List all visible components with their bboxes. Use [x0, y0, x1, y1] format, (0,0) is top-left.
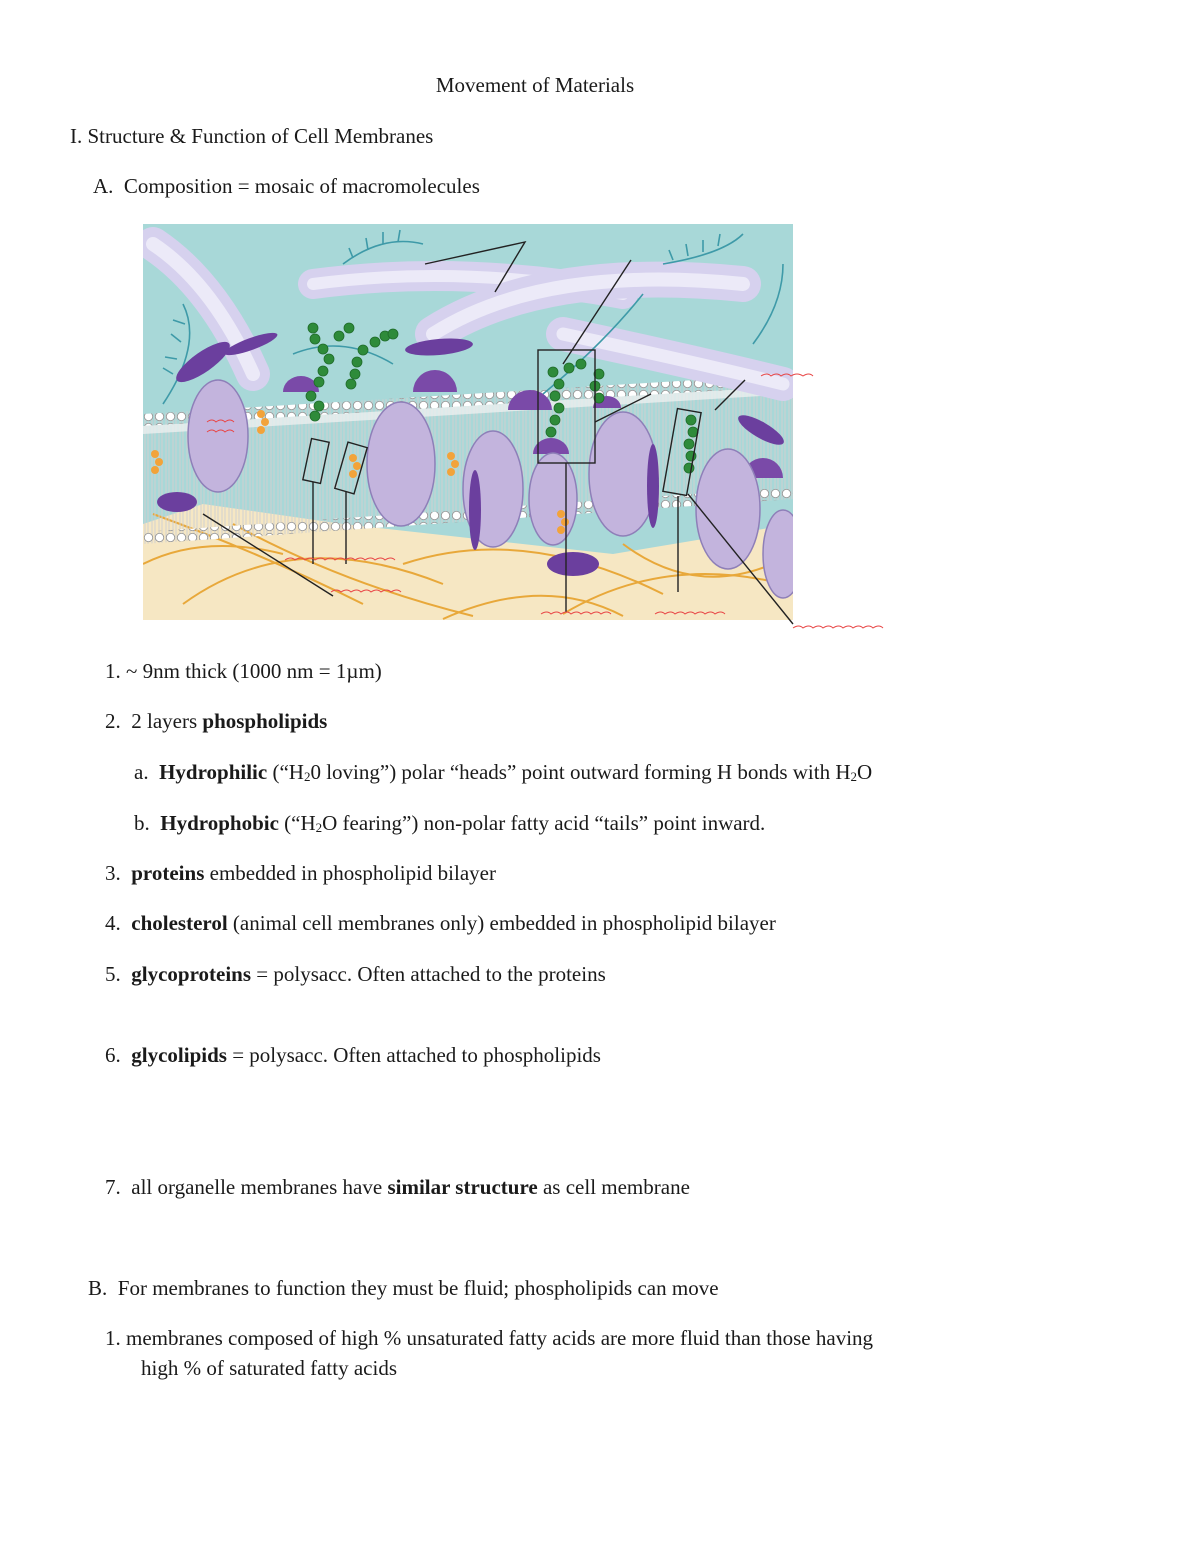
list-marker: 2. [105, 709, 121, 733]
list-text: as cell membrane [537, 1175, 690, 1199]
list-marker: a. [134, 760, 149, 784]
list-marker: 5. [105, 962, 121, 986]
list-item-B1-continued: high % of saturated fatty acids [141, 1356, 397, 1380]
list-marker: 3. [105, 861, 121, 885]
list-text: (“H [267, 760, 304, 784]
list-text: For membranes to function they must be fluid; phospholipids can move [117, 1276, 719, 1300]
list-item-6 [105, 1043, 601, 1068]
bold-term: similar structure [387, 1175, 538, 1199]
cell-membrane-diagram [143, 224, 903, 644]
list-item-7 [105, 1175, 690, 1200]
list-text: O [857, 760, 873, 784]
list-marker: A. [93, 174, 114, 198]
list-item-1 [105, 659, 382, 684]
section-heading-B [88, 1276, 719, 1301]
section-heading-A [93, 174, 480, 199]
list-text: ~ 9nm thick (1000 nm = 1µm) [126, 659, 382, 683]
list-text: (animal cell membranes only) embedded in phospholipid bilayer [227, 911, 776, 935]
bold-term: glycoproteins [131, 962, 252, 986]
bold-term: glycolipids [131, 1043, 227, 1067]
list-marker: 6. [105, 1043, 121, 1067]
list-marker: 4. [105, 911, 121, 935]
list-text: 0 loving”) polar “heads” point outward forming H bonds with H [310, 760, 851, 784]
subscript: 2 [303, 769, 311, 784]
list-text: membranes composed of high % unsaturated fatty acids are more fluid than those having [126, 1326, 874, 1350]
list-marker: 1. [105, 659, 121, 683]
bold-term: Hydrophilic [159, 760, 268, 784]
list-item-4 [105, 911, 776, 936]
list-text: = polysacc. Often attached to phospholipids [226, 1043, 601, 1067]
bold-term: cholesterol [131, 911, 228, 935]
list-item-2b [134, 811, 765, 836]
section-heading-I: I. Structure & Function of Cell Membranes [70, 124, 434, 148]
list-item-2a [134, 760, 872, 785]
membrane-illustration [143, 224, 803, 620]
page-title: Movement of Materials [435, 73, 635, 97]
bold-term: Hydrophobic [160, 811, 279, 835]
list-text: all organelle membranes have [131, 1175, 388, 1199]
list-item-5 [105, 962, 606, 987]
bold-term: phospholipids [202, 709, 328, 733]
list-marker: 1. [105, 1326, 121, 1350]
list-text: O fearing”) non-polar fatty acid “tails” point inward. [322, 811, 766, 835]
subscript: 2 [315, 820, 323, 835]
list-text: Composition = mosaic of macromolecules [123, 174, 480, 198]
list-marker: b. [134, 811, 150, 835]
subscript: 2 [850, 769, 858, 784]
list-text: 2 layers [131, 709, 203, 733]
list-text: = polysacc. Often attached to the proteins [251, 962, 606, 986]
list-text: (“H [278, 811, 316, 835]
list-item-B1 [105, 1326, 873, 1351]
list-item-3 [105, 861, 496, 886]
bold-term: proteins [131, 861, 205, 885]
list-item-2 [105, 709, 327, 734]
list-marker: B. [88, 1276, 108, 1300]
list-text: embedded in phospholipid bilayer [204, 861, 496, 885]
list-marker: 7. [105, 1175, 121, 1199]
